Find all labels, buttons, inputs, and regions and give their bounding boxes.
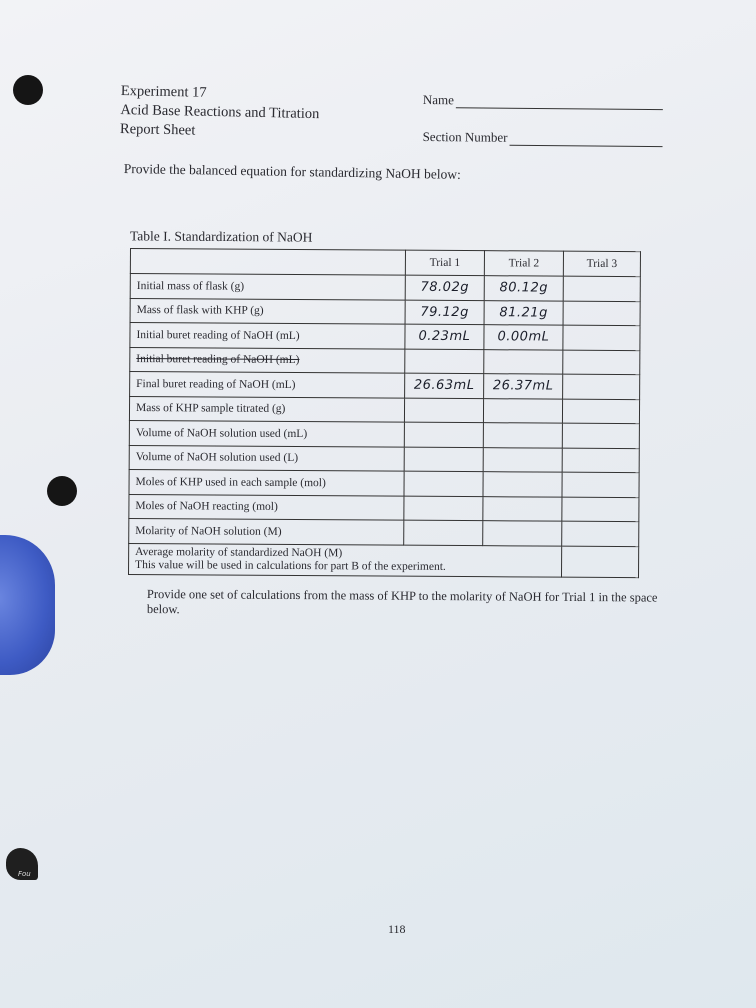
table-row <box>129 494 639 522</box>
cell-trial-3[interactable] <box>562 472 639 497</box>
name-field[interactable] <box>423 92 663 110</box>
cell-trial-2[interactable] <box>483 472 562 497</box>
average-molarity-label <box>129 543 562 577</box>
cell-trial-1[interactable]: 0.23mL <box>405 324 484 349</box>
report-subtitle: Report Sheet <box>119 120 196 139</box>
cell-trial-2[interactable]: 26.37mL <box>484 374 563 399</box>
cell-trial-1[interactable] <box>404 447 483 472</box>
cell-trial-3[interactable] <box>563 301 640 326</box>
table-row <box>130 372 640 400</box>
average-line-1: Average molarity of standardized NaOH (M) <box>135 545 343 559</box>
cell-trial-3[interactable] <box>563 350 640 375</box>
cell-trial-1[interactable] <box>404 422 483 447</box>
student-fields <box>423 92 663 147</box>
column-trial-3: Trial 3 <box>563 251 640 276</box>
row-label: Final buret reading of NaOH (mL) <box>130 372 405 398</box>
cell-trial-2[interactable]: 80.12g <box>484 276 563 301</box>
cell-trial-3[interactable] <box>562 497 639 522</box>
table-row <box>129 469 639 497</box>
cell-trial-1[interactable] <box>404 496 483 521</box>
cell-trial-1[interactable]: 26.63mL <box>405 373 484 398</box>
table-title: Table I. Standardization of NaOH <box>129 228 313 245</box>
cell-trial-2[interactable] <box>483 496 562 521</box>
page-number: 118 <box>388 922 406 936</box>
average-molarity-row <box>129 543 639 577</box>
corner-logo <box>6 848 38 880</box>
section-number-field[interactable] <box>423 129 663 147</box>
cell-trial-3[interactable] <box>562 423 639 448</box>
corner-logo-text: Fou <box>18 870 31 878</box>
average-line-2: This value will be used in calculations for part B of the experiment. <box>135 558 446 573</box>
cell-trial-1[interactable]: 79.12g <box>405 300 484 325</box>
table-row <box>129 518 639 546</box>
cell-trial-1[interactable] <box>405 349 484 374</box>
row-label: Volume of NaOH solution used (L) <box>129 445 404 471</box>
row-label: Initial mass of flask (g) <box>130 274 405 300</box>
cell-trial-3[interactable] <box>563 325 640 350</box>
cell-trial-1[interactable]: 78.02g <box>405 275 484 300</box>
cell-trial-2[interactable] <box>483 423 562 448</box>
cell-trial-2[interactable] <box>484 349 563 374</box>
cell-trial-2[interactable]: 81.21g <box>484 300 563 325</box>
table-row-struck <box>130 347 640 375</box>
table-row <box>129 396 639 424</box>
column-trial-1: Trial 1 <box>405 250 484 275</box>
experiment-title: Acid Base Reactions and Titration <box>120 101 320 123</box>
cell-trial-2[interactable] <box>483 521 562 546</box>
binder-hole-middle <box>47 476 77 506</box>
cell-trial-1[interactable] <box>404 520 483 545</box>
cell-trial-1[interactable] <box>404 398 483 423</box>
name-label: Name <box>422 92 455 108</box>
table-row <box>130 274 640 302</box>
row-label-struck-through: Initial buret reading of NaOH (mL) <box>130 347 405 373</box>
section-number-label: Section Number <box>422 128 508 145</box>
cell-trial-3[interactable] <box>562 448 639 473</box>
name-line[interactable] <box>456 93 663 110</box>
calculation-instructions: Provide one set of calculations from the mass of KHP to the molarity of NaOH for Trial 1 in the space below. <box>146 587 658 617</box>
header <box>120 82 341 144</box>
section-number-line[interactable] <box>509 131 662 147</box>
cell-trial-3[interactable] <box>563 276 640 301</box>
table-row <box>130 298 640 326</box>
table-row <box>129 420 639 448</box>
table-row <box>130 323 640 351</box>
header-blank <box>130 249 405 276</box>
row-label: Mass of flask with KHP (g) <box>130 298 405 324</box>
row-label: Molarity of NaOH solution (M) <box>129 518 404 544</box>
table-header-row <box>130 249 640 277</box>
row-label: Mass of KHP sample titrated (g) <box>129 396 404 422</box>
cell-trial-3[interactable] <box>563 374 640 399</box>
cell-trial-3[interactable] <box>562 521 639 546</box>
row-label: Moles of NaOH reacting (mol) <box>129 494 404 520</box>
row-label: Volume of NaOH solution used (mL) <box>129 420 404 446</box>
table-row <box>129 445 639 473</box>
cell-trial-2[interactable]: 0.00mL <box>484 325 563 350</box>
cell-trial-1[interactable] <box>404 471 483 496</box>
cell-trial-2[interactable] <box>483 447 562 472</box>
row-label: Initial buret reading of NaOH (mL) <box>130 323 405 349</box>
average-molarity-value[interactable] <box>562 546 639 577</box>
binder-hole-top <box>13 75 43 105</box>
row-label: Moles of KHP used in each sample (mol) <box>129 469 404 495</box>
experiment-number: Experiment 17 <box>120 82 207 101</box>
standardization-table <box>128 248 641 578</box>
cell-trial-2[interactable] <box>483 398 562 423</box>
column-trial-2: Trial 2 <box>484 251 563 276</box>
equation-prompt: Provide the balanced equation for standardizing NaOH below: <box>123 161 461 182</box>
cell-trial-3[interactable] <box>562 399 639 424</box>
